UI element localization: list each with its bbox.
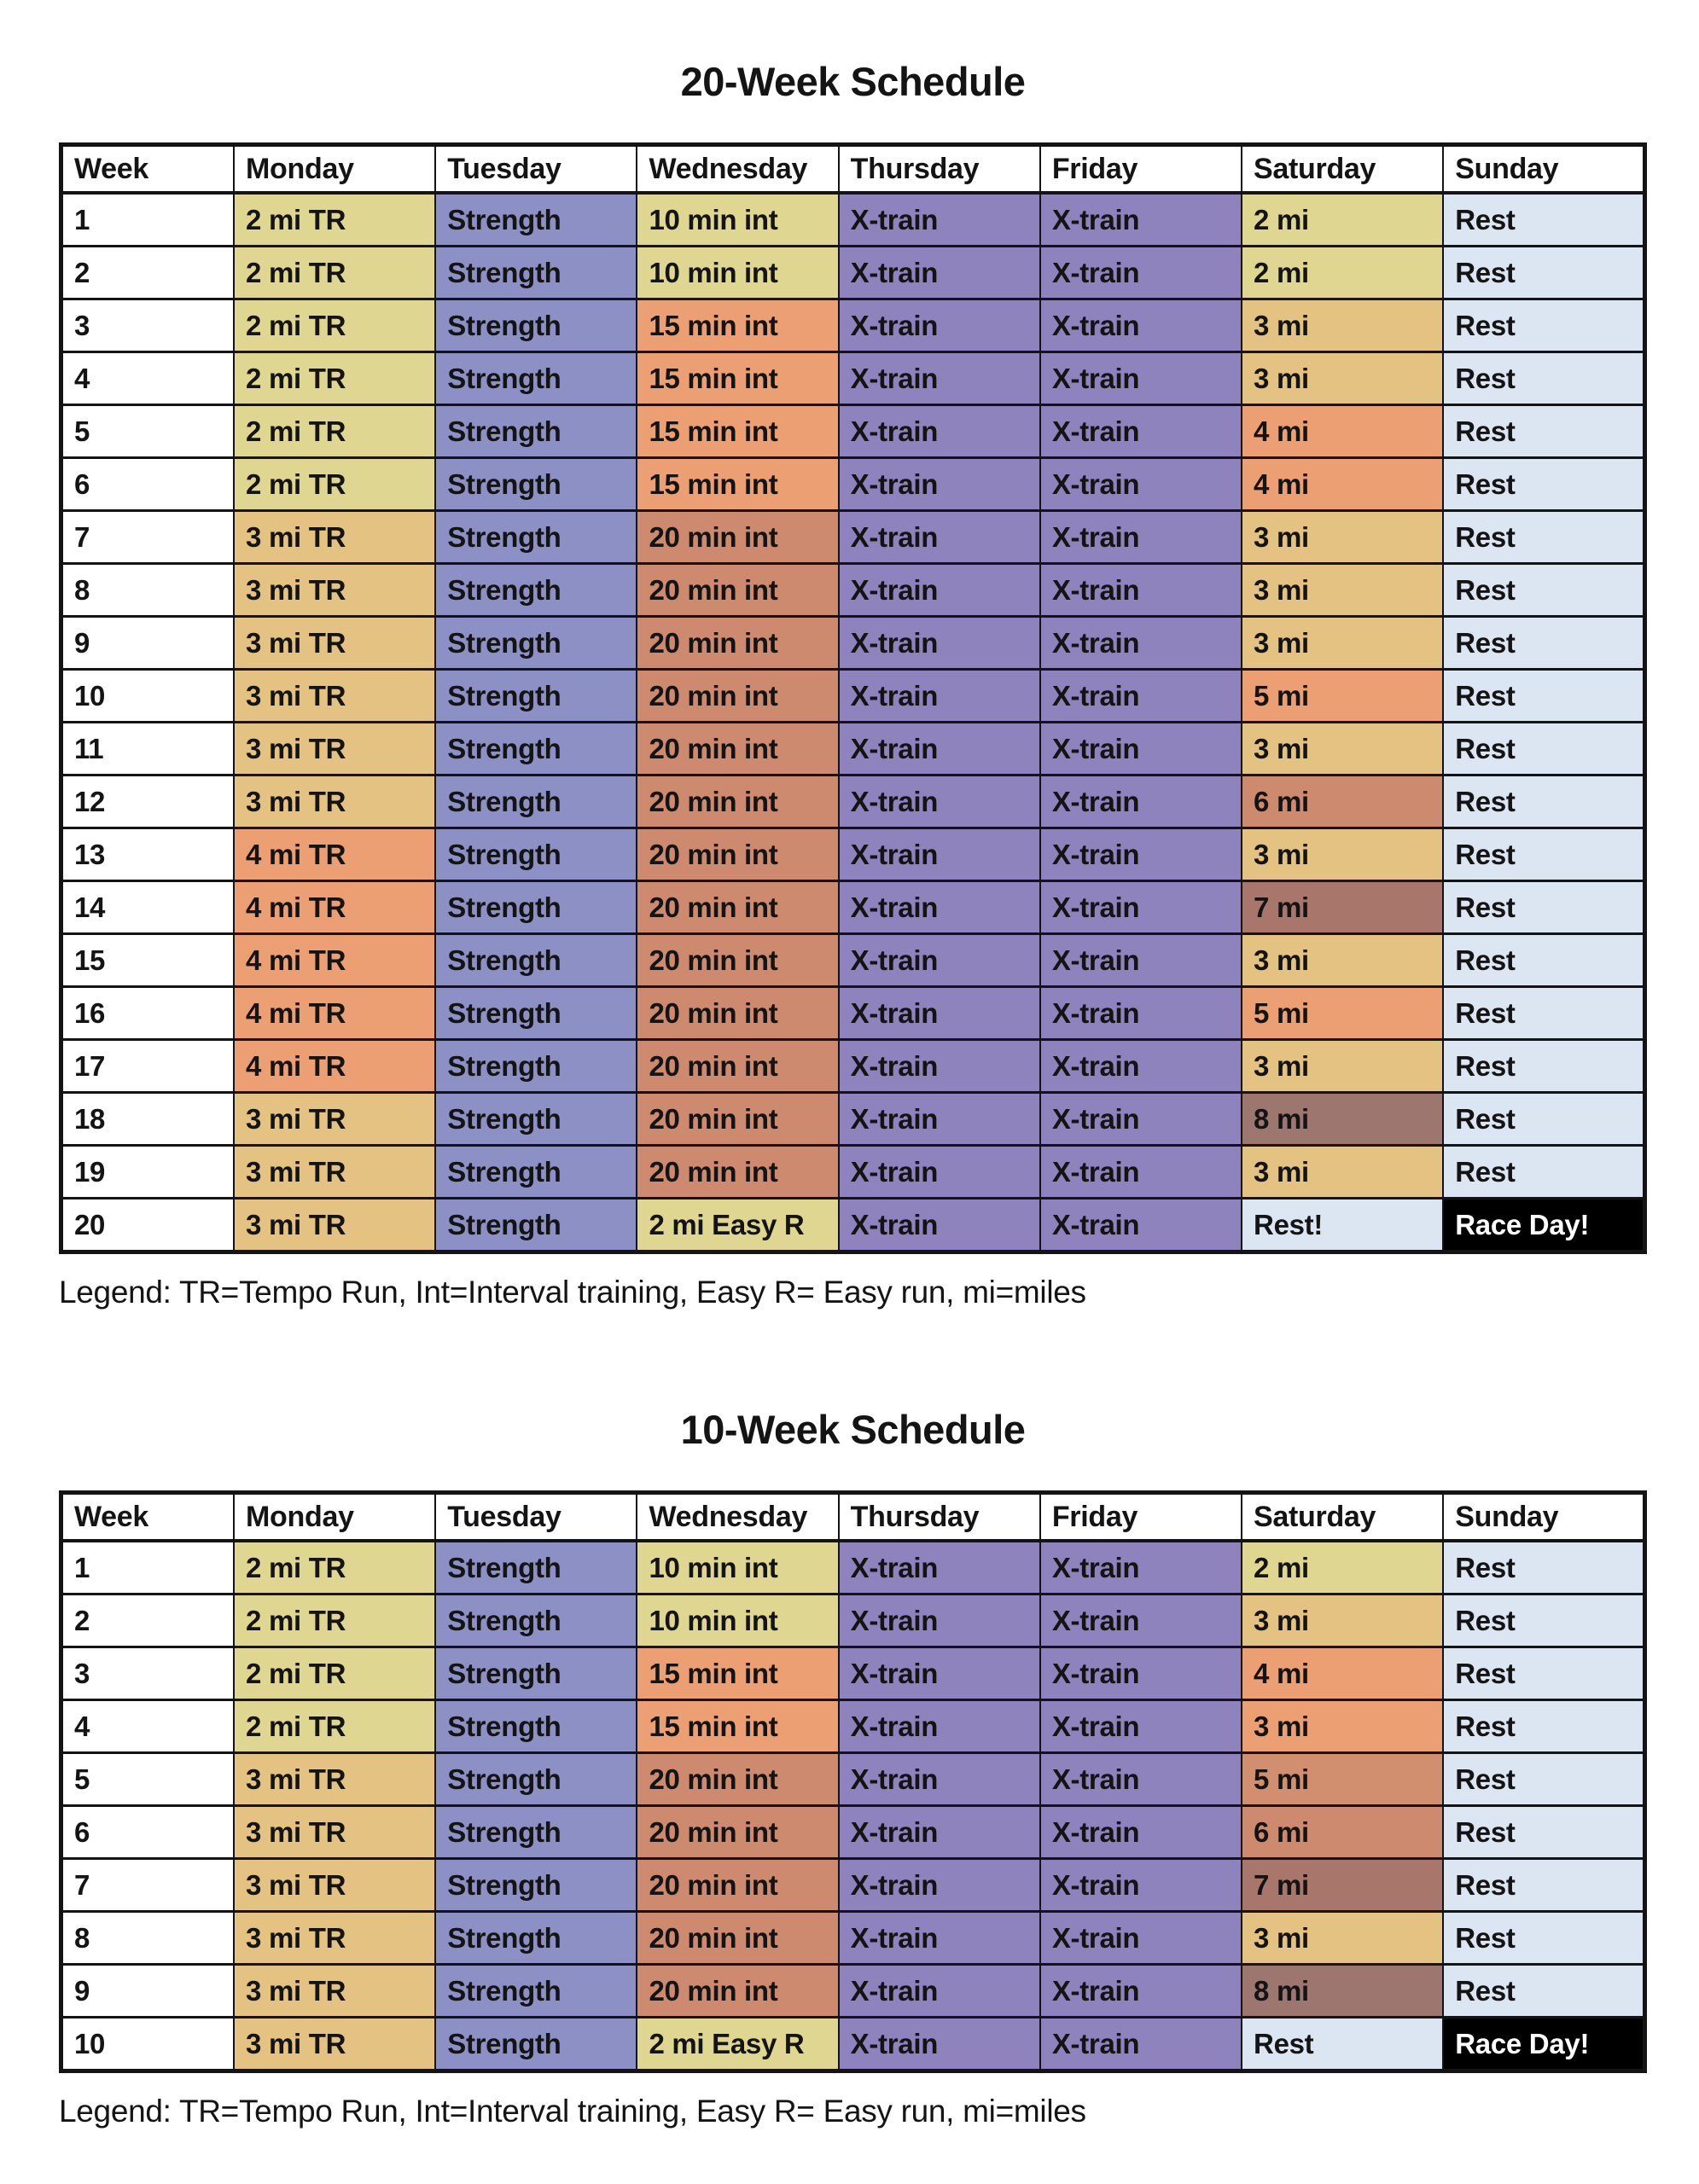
column-header-thursday: Thursday	[839, 1493, 1040, 1542]
cell-tuesday: Strength	[435, 1965, 637, 2018]
column-header-sunday: Sunday	[1443, 1493, 1644, 1542]
cell-wednesday: 20 min int	[637, 1753, 838, 1806]
cell-saturday: 3 mi	[1242, 1040, 1443, 1093]
week-row	[61, 1912, 1645, 1965]
cell-friday: X-train	[1040, 564, 1242, 617]
cell-friday: X-train	[1040, 1594, 1242, 1647]
column-header-monday: Monday	[234, 1493, 435, 1542]
cell-thursday: X-train	[839, 1647, 1040, 1700]
cell-monday: 3 mi TR	[234, 1859, 435, 1912]
cell-sunday: Rest	[1443, 881, 1644, 934]
cell-wednesday: 20 min int	[637, 1859, 838, 1912]
cell-sunday: Rest	[1443, 617, 1644, 670]
cell-thursday: X-train	[839, 564, 1040, 617]
cell-friday: X-train	[1040, 247, 1242, 299]
cell-saturday: 4 mi	[1242, 405, 1443, 458]
cell-wednesday: 20 min int	[637, 617, 838, 670]
cell-thursday: X-train	[839, 352, 1040, 405]
cell-friday: X-train	[1040, 1753, 1242, 1806]
cell-wednesday: 2 mi Easy R	[637, 1199, 838, 1252]
cell-wednesday: 20 min int	[637, 987, 838, 1040]
cell-tuesday: Strength	[435, 564, 637, 617]
cell-tuesday: Strength	[435, 299, 637, 352]
cell-friday: X-train	[1040, 828, 1242, 881]
cell-sunday: Race Day!	[1443, 2018, 1644, 2071]
week-row	[61, 987, 1645, 1040]
cell-thursday: X-train	[839, 987, 1040, 1040]
column-header-friday: Friday	[1040, 145, 1242, 194]
cell-sunday: Rest	[1443, 987, 1644, 1040]
cell-friday: X-train	[1040, 1806, 1242, 1859]
week-row	[61, 1753, 1645, 1806]
cell-friday: X-train	[1040, 511, 1242, 564]
week-number-cell: 2	[61, 1594, 235, 1647]
cell-monday: 2 mi TR	[234, 1647, 435, 1700]
cell-wednesday: 20 min int	[637, 881, 838, 934]
cell-monday: 3 mi TR	[234, 670, 435, 723]
week-number-cell: 4	[61, 352, 235, 405]
cell-thursday: X-train	[839, 934, 1040, 987]
week-number-cell: 8	[61, 564, 235, 617]
cell-thursday: X-train	[839, 193, 1040, 247]
cell-wednesday: 20 min int	[637, 828, 838, 881]
cell-monday: 4 mi TR	[234, 987, 435, 1040]
cell-monday: 2 mi TR	[234, 458, 435, 511]
cell-wednesday: 20 min int	[637, 1965, 838, 2018]
cell-wednesday: 10 min int	[637, 193, 838, 247]
cell-sunday: Rest	[1443, 458, 1644, 511]
week-number-cell: 2	[61, 247, 235, 299]
cell-wednesday: 15 min int	[637, 458, 838, 511]
cell-sunday: Rest	[1443, 1146, 1644, 1199]
cell-friday: X-train	[1040, 775, 1242, 828]
cell-tuesday: Strength	[435, 1753, 637, 1806]
cell-saturday: 3 mi	[1242, 723, 1443, 775]
week-row	[61, 564, 1645, 617]
cell-saturday: 8 mi	[1242, 1965, 1443, 2018]
cell-sunday: Rest	[1443, 775, 1644, 828]
cell-thursday: X-train	[839, 1859, 1040, 1912]
week-row	[61, 617, 1645, 670]
week-row	[61, 1199, 1645, 1252]
week-row	[61, 247, 1645, 299]
column-header-thursday: Thursday	[839, 145, 1040, 194]
cell-wednesday: 20 min int	[637, 511, 838, 564]
cell-monday: 3 mi TR	[234, 511, 435, 564]
cell-friday: X-train	[1040, 1199, 1242, 1252]
cell-friday: X-train	[1040, 1093, 1242, 1146]
cell-sunday: Rest	[1443, 934, 1644, 987]
cell-sunday: Rest	[1443, 1912, 1644, 1965]
schedule-section-10-week	[59, 1406, 1647, 2129]
cell-wednesday: 20 min int	[637, 1093, 838, 1146]
cell-sunday: Rest	[1443, 1093, 1644, 1146]
column-header-tuesday: Tuesday	[435, 1493, 637, 1542]
cell-monday: 2 mi TR	[234, 1541, 435, 1594]
week-number-cell: 15	[61, 934, 235, 987]
cell-sunday: Rest	[1443, 1700, 1644, 1753]
week-row	[61, 2018, 1645, 2071]
cell-wednesday: 20 min int	[637, 1146, 838, 1199]
week-number-cell: 9	[61, 617, 235, 670]
cell-monday: 3 mi TR	[234, 1912, 435, 1965]
cell-saturday: 2 mi	[1242, 1541, 1443, 1594]
cell-sunday: Rest	[1443, 1859, 1644, 1912]
cell-thursday: X-train	[839, 1806, 1040, 1859]
cell-sunday: Rest	[1443, 1806, 1644, 1859]
cell-thursday: X-train	[839, 299, 1040, 352]
cell-tuesday: Strength	[435, 458, 637, 511]
week-row	[61, 1040, 1645, 1093]
cell-monday: 4 mi TR	[234, 828, 435, 881]
cell-tuesday: Strength	[435, 1199, 637, 1252]
cell-saturday: 6 mi	[1242, 775, 1443, 828]
cell-thursday: X-train	[839, 1040, 1040, 1093]
week-number-cell: 18	[61, 1093, 235, 1146]
cell-saturday: 3 mi	[1242, 1912, 1443, 1965]
column-header-saturday: Saturday	[1242, 145, 1443, 194]
week-row	[61, 193, 1645, 247]
cell-monday: 3 mi TR	[234, 1146, 435, 1199]
cell-friday: X-train	[1040, 1859, 1242, 1912]
cell-sunday: Rest	[1443, 1753, 1644, 1806]
cell-wednesday: 10 min int	[637, 1541, 838, 1594]
cell-monday: 3 mi TR	[234, 1965, 435, 2018]
cell-monday: 3 mi TR	[234, 617, 435, 670]
cell-saturday: Rest!	[1242, 1199, 1443, 1252]
cell-tuesday: Strength	[435, 193, 637, 247]
cell-wednesday: 20 min int	[637, 1806, 838, 1859]
cell-thursday: X-train	[839, 1146, 1040, 1199]
cell-thursday: X-train	[839, 405, 1040, 458]
cell-sunday: Rest	[1443, 564, 1644, 617]
cell-thursday: X-train	[839, 670, 1040, 723]
schedule-table-10-week	[59, 1490, 1647, 2073]
cell-friday: X-train	[1040, 617, 1242, 670]
cell-friday: X-train	[1040, 1040, 1242, 1093]
cell-saturday: Rest	[1242, 2018, 1443, 2071]
cell-saturday: 2 mi	[1242, 247, 1443, 299]
cell-thursday: X-train	[839, 1965, 1040, 2018]
cell-saturday: 3 mi	[1242, 828, 1443, 881]
week-row	[61, 1965, 1645, 2018]
cell-friday: X-train	[1040, 458, 1242, 511]
week-row	[61, 723, 1645, 775]
cell-saturday: 5 mi	[1242, 670, 1443, 723]
week-number-cell: 4	[61, 1700, 235, 1753]
cell-wednesday: 20 min int	[637, 775, 838, 828]
cell-friday: X-train	[1040, 1541, 1242, 1594]
cell-thursday: X-train	[839, 1199, 1040, 1252]
week-number-cell: 10	[61, 2018, 235, 2071]
cell-saturday: 3 mi	[1242, 934, 1443, 987]
cell-wednesday: 20 min int	[637, 934, 838, 987]
cell-monday: 2 mi TR	[234, 193, 435, 247]
cell-saturday: 3 mi	[1242, 511, 1443, 564]
cell-thursday: X-train	[839, 881, 1040, 934]
schedule-table-20-week	[59, 142, 1647, 1254]
cell-tuesday: Strength	[435, 1700, 637, 1753]
cell-tuesday: Strength	[435, 723, 637, 775]
column-header-sunday: Sunday	[1443, 145, 1644, 194]
cell-thursday: X-train	[839, 1912, 1040, 1965]
week-row	[61, 670, 1645, 723]
schedule-title-10-week: 10-Week Schedule	[680, 1407, 1026, 1452]
cell-tuesday: Strength	[435, 828, 637, 881]
legend-text: Legend: TR=Tempo Run, Int=Interval training, Easy R= Easy run, mi=miles	[59, 1275, 1086, 1310]
cell-thursday: X-train	[839, 775, 1040, 828]
cell-thursday: X-train	[839, 511, 1040, 564]
cell-tuesday: Strength	[435, 987, 637, 1040]
cell-thursday: X-train	[839, 458, 1040, 511]
cell-monday: 2 mi TR	[234, 405, 435, 458]
week-row	[61, 458, 1645, 511]
cell-monday: 4 mi TR	[234, 881, 435, 934]
week-number-cell: 11	[61, 723, 235, 775]
cell-friday: X-train	[1040, 1647, 1242, 1700]
week-row	[61, 1541, 1645, 1594]
cell-tuesday: Strength	[435, 2018, 637, 2071]
cell-saturday: 3 mi	[1242, 617, 1443, 670]
cell-thursday: X-train	[839, 1093, 1040, 1146]
cell-friday: X-train	[1040, 723, 1242, 775]
cell-friday: X-train	[1040, 881, 1242, 934]
week-row	[61, 405, 1645, 458]
week-row	[61, 1647, 1645, 1700]
cell-saturday: 7 mi	[1242, 881, 1443, 934]
cell-sunday: Rest	[1443, 193, 1644, 247]
cell-friday: X-train	[1040, 987, 1242, 1040]
schedule-title-20-week: 20-Week Schedule	[680, 59, 1026, 104]
cell-wednesday: 15 min int	[637, 1700, 838, 1753]
cell-saturday: 8 mi	[1242, 1093, 1443, 1146]
cell-sunday: Rest	[1443, 1965, 1644, 2018]
column-header-wednesday: Wednesday	[637, 145, 838, 194]
cell-friday: X-train	[1040, 405, 1242, 458]
cell-saturday: 3 mi	[1242, 564, 1443, 617]
legend-text: Legend: TR=Tempo Run, Int=Interval training, Easy R= Easy run, mi=miles	[59, 2094, 1086, 2129]
cell-tuesday: Strength	[435, 247, 637, 299]
cell-wednesday: 15 min int	[637, 299, 838, 352]
cell-friday: X-train	[1040, 193, 1242, 247]
cell-saturday: 3 mi	[1242, 1146, 1443, 1199]
week-number-cell: 19	[61, 1146, 235, 1199]
cell-saturday: 5 mi	[1242, 1753, 1443, 1806]
cell-monday: 4 mi TR	[234, 1040, 435, 1093]
cell-saturday: 2 mi	[1242, 193, 1443, 247]
cell-thursday: X-train	[839, 617, 1040, 670]
cell-wednesday: 2 mi Easy R	[637, 2018, 838, 2071]
cell-tuesday: Strength	[435, 1859, 637, 1912]
cell-wednesday: 20 min int	[637, 564, 838, 617]
cell-thursday: X-train	[839, 828, 1040, 881]
column-header-week: Week	[61, 1493, 235, 1542]
week-row	[61, 1146, 1645, 1199]
week-number-cell: 8	[61, 1912, 235, 1965]
schedule-section-20-week	[59, 58, 1647, 1310]
cell-saturday: 3 mi	[1242, 1594, 1443, 1647]
cell-saturday: 3 mi	[1242, 352, 1443, 405]
week-number-cell: 3	[61, 299, 235, 352]
week-row	[61, 1859, 1645, 1912]
cell-sunday: Rest	[1443, 670, 1644, 723]
week-row	[61, 511, 1645, 564]
week-number-cell: 17	[61, 1040, 235, 1093]
cell-thursday: X-train	[839, 247, 1040, 299]
column-header-monday: Monday	[234, 145, 435, 194]
cell-friday: X-train	[1040, 352, 1242, 405]
week-number-cell: 1	[61, 193, 235, 247]
cell-saturday: 3 mi	[1242, 299, 1443, 352]
cell-monday: 3 mi TR	[234, 775, 435, 828]
cell-sunday: Rest	[1443, 299, 1644, 352]
cell-saturday: 5 mi	[1242, 987, 1443, 1040]
cell-monday: 3 mi TR	[234, 1753, 435, 1806]
cell-tuesday: Strength	[435, 775, 637, 828]
column-header-tuesday: Tuesday	[435, 145, 637, 194]
cell-wednesday: 20 min int	[637, 670, 838, 723]
week-row	[61, 1594, 1645, 1647]
cell-tuesday: Strength	[435, 511, 637, 564]
cell-tuesday: Strength	[435, 1594, 637, 1647]
cell-friday: X-train	[1040, 299, 1242, 352]
week-row	[61, 775, 1645, 828]
cell-monday: 2 mi TR	[234, 247, 435, 299]
cell-monday: 3 mi TR	[234, 723, 435, 775]
week-row	[61, 1806, 1645, 1859]
cell-sunday: Rest	[1443, 1647, 1644, 1700]
week-number-cell: 7	[61, 511, 235, 564]
cell-friday: X-train	[1040, 2018, 1242, 2071]
cell-thursday: X-train	[839, 2018, 1040, 2071]
week-number-cell: 14	[61, 881, 235, 934]
cell-friday: X-train	[1040, 1912, 1242, 1965]
cell-sunday: Rest	[1443, 1040, 1644, 1093]
cell-tuesday: Strength	[435, 881, 637, 934]
cell-tuesday: Strength	[435, 1146, 637, 1199]
cell-tuesday: Strength	[435, 617, 637, 670]
cell-tuesday: Strength	[435, 1806, 637, 1859]
cell-sunday: Rest	[1443, 1541, 1644, 1594]
week-row	[61, 1093, 1645, 1146]
cell-tuesday: Strength	[435, 670, 637, 723]
cell-monday: 2 mi TR	[234, 1594, 435, 1647]
cell-saturday: 6 mi	[1242, 1806, 1443, 1859]
cell-monday: 3 mi TR	[234, 2018, 435, 2071]
cell-sunday: Rest	[1443, 247, 1644, 299]
cell-monday: 4 mi TR	[234, 934, 435, 987]
week-number-cell: 16	[61, 987, 235, 1040]
week-row	[61, 881, 1645, 934]
cell-thursday: X-train	[839, 1753, 1040, 1806]
week-number-cell: 7	[61, 1859, 235, 1912]
cell-wednesday: 10 min int	[637, 247, 838, 299]
week-number-cell: 9	[61, 1965, 235, 2018]
cell-friday: X-train	[1040, 934, 1242, 987]
schedule-body	[61, 193, 1645, 1252]
cell-tuesday: Strength	[435, 352, 637, 405]
cell-wednesday: 10 min int	[637, 1594, 838, 1647]
week-number-cell: 12	[61, 775, 235, 828]
cell-wednesday: 20 min int	[637, 1912, 838, 1965]
column-header-saturday: Saturday	[1242, 1493, 1443, 1542]
cell-sunday: Rest	[1443, 405, 1644, 458]
cell-monday: 2 mi TR	[234, 299, 435, 352]
week-number-cell: 5	[61, 405, 235, 458]
week-row	[61, 828, 1645, 881]
cell-thursday: X-train	[839, 1700, 1040, 1753]
column-header-week: Week	[61, 145, 235, 194]
cell-saturday: 4 mi	[1242, 1647, 1443, 1700]
cell-monday: 3 mi TR	[234, 1199, 435, 1252]
cell-saturday: 4 mi	[1242, 458, 1443, 511]
cell-wednesday: 15 min int	[637, 405, 838, 458]
cell-tuesday: Strength	[435, 1647, 637, 1700]
cell-tuesday: Strength	[435, 1093, 637, 1146]
cell-friday: X-train	[1040, 1146, 1242, 1199]
week-number-cell: 20	[61, 1199, 235, 1252]
cell-wednesday: 15 min int	[637, 352, 838, 405]
cell-tuesday: Strength	[435, 1912, 637, 1965]
header-row	[61, 1493, 1645, 1542]
week-number-cell: 5	[61, 1753, 235, 1806]
week-number-cell: 6	[61, 1806, 235, 1859]
cell-saturday: 7 mi	[1242, 1859, 1443, 1912]
cell-friday: X-train	[1040, 1965, 1242, 2018]
schedule-body	[61, 1541, 1645, 2071]
week-row	[61, 299, 1645, 352]
cell-sunday: Rest	[1443, 352, 1644, 405]
cell-thursday: X-train	[839, 723, 1040, 775]
cell-saturday: 3 mi	[1242, 1700, 1443, 1753]
cell-monday: 3 mi TR	[234, 564, 435, 617]
cell-monday: 2 mi TR	[234, 1700, 435, 1753]
header-row	[61, 145, 1645, 194]
cell-sunday: Rest	[1443, 828, 1644, 881]
week-row	[61, 352, 1645, 405]
week-number-cell: 1	[61, 1541, 235, 1594]
cell-sunday: Rest	[1443, 511, 1644, 564]
cell-friday: X-train	[1040, 1700, 1242, 1753]
week-number-cell: 3	[61, 1647, 235, 1700]
cell-wednesday: 15 min int	[637, 1647, 838, 1700]
cell-sunday: Race Day!	[1443, 1199, 1644, 1252]
week-number-cell: 10	[61, 670, 235, 723]
column-header-friday: Friday	[1040, 1493, 1242, 1542]
cell-sunday: Rest	[1443, 1594, 1644, 1647]
week-row	[61, 934, 1645, 987]
cell-thursday: X-train	[839, 1594, 1040, 1647]
cell-wednesday: 20 min int	[637, 723, 838, 775]
cell-tuesday: Strength	[435, 1541, 637, 1594]
cell-tuesday: Strength	[435, 1040, 637, 1093]
cell-thursday: X-train	[839, 1541, 1040, 1594]
week-number-cell: 13	[61, 828, 235, 881]
cell-monday: 3 mi TR	[234, 1093, 435, 1146]
week-number-cell: 6	[61, 458, 235, 511]
cell-monday: 3 mi TR	[234, 1806, 435, 1859]
cell-friday: X-train	[1040, 670, 1242, 723]
week-row	[61, 1700, 1645, 1753]
cell-sunday: Rest	[1443, 723, 1644, 775]
cell-tuesday: Strength	[435, 405, 637, 458]
column-header-wednesday: Wednesday	[637, 1493, 838, 1542]
cell-monday: 2 mi TR	[234, 352, 435, 405]
cell-wednesday: 20 min int	[637, 1040, 838, 1093]
cell-tuesday: Strength	[435, 934, 637, 987]
